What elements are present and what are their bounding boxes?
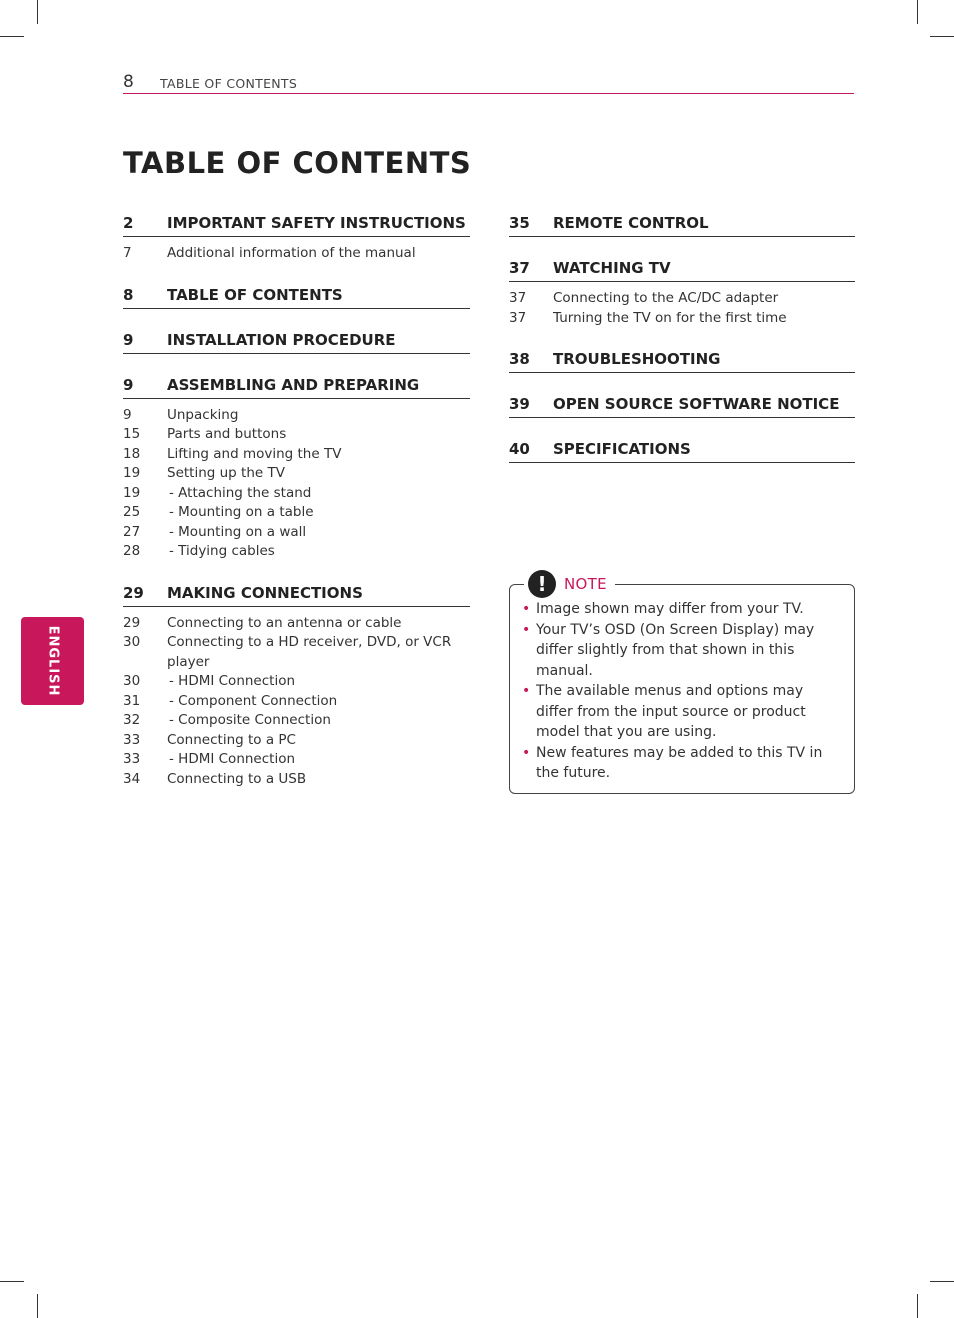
toc-entry — [123, 711, 470, 731]
entry-title: Additional information of the manual — [167, 245, 416, 261]
section-page-number: 9 — [123, 330, 134, 349]
entry-title: - Component Connection — [169, 692, 338, 709]
toc-section-heading — [509, 259, 855, 282]
crop-mark — [930, 36, 954, 37]
section-page-number: 38 — [509, 350, 530, 368]
toc-section-heading — [123, 286, 470, 309]
crop-mark — [0, 1281, 24, 1282]
toc-entry — [123, 484, 470, 504]
entry-page-number: 32 — [123, 712, 141, 728]
section-page-number: 8 — [123, 285, 134, 304]
toc-section — [123, 286, 470, 309]
toc-section — [509, 395, 855, 418]
toc-section-heading — [123, 214, 470, 237]
entry-page-number: 18 — [123, 445, 141, 462]
note-label: NOTE — [564, 575, 607, 593]
entry-page-number: 30 — [123, 673, 141, 689]
toc-left-column — [123, 214, 470, 811]
entry-page-number: 15 — [123, 426, 141, 442]
entry-title: - Mounting on a table — [169, 504, 314, 520]
page-title: TABLE OF CONTENTS — [123, 146, 472, 180]
note-header — [524, 570, 615, 598]
section-title: INSTALLATION PROCEDURE — [167, 330, 396, 349]
toc-section — [509, 350, 855, 373]
running-head-title: TABLE OF CONTENTS — [160, 76, 298, 91]
toc-entry — [509, 309, 855, 329]
toc-entry — [123, 542, 470, 562]
entry-page-number: 25 — [123, 504, 141, 520]
entry-page-number: 19 — [123, 465, 141, 481]
bullet-icon: • — [522, 744, 531, 761]
page-number: 8 — [123, 72, 134, 92]
toc-entry — [123, 633, 470, 672]
crop-mark — [37, 0, 38, 24]
entry-page-number: 33 — [123, 751, 141, 767]
crop-mark — [0, 36, 24, 37]
entry-page-number: 29 — [123, 614, 141, 631]
toc-entry — [123, 503, 470, 523]
toc-section-heading — [509, 350, 855, 373]
toc-section — [123, 214, 470, 264]
toc-entry — [509, 289, 855, 309]
entry-page-number: 31 — [123, 692, 141, 709]
toc-section-heading — [123, 584, 470, 607]
toc-entry — [123, 406, 470, 426]
entry-title: Turning the TV on for the first time — [553, 309, 787, 326]
section-title: SPECIFICATIONS — [553, 440, 691, 458]
entry-title: - Attaching the stand — [169, 484, 312, 501]
entry-title: Connecting to a PC — [167, 731, 296, 748]
toc-entry — [123, 425, 470, 445]
toc-entry-list — [123, 244, 470, 264]
toc-entry — [123, 770, 470, 790]
toc-entry — [123, 445, 470, 465]
entry-page-number: 37 — [509, 290, 527, 306]
entry-title: - Mounting on a wall — [169, 523, 307, 540]
entry-title: Connecting to an antenna or cable — [167, 614, 402, 631]
section-page-number: 39 — [509, 395, 530, 413]
section-title: REMOTE CONTROL — [553, 214, 709, 232]
entry-title: - Tidying cables — [169, 543, 275, 559]
entry-title: Connecting to a HD receiver, DVD, or VCR player — [167, 634, 452, 670]
toc-section-heading — [123, 331, 470, 354]
entry-page-number: 37 — [509, 309, 527, 326]
section-title: TROUBLESHOOTING — [553, 350, 721, 368]
section-title: TABLE OF CONTENTS — [167, 285, 343, 304]
note-list — [510, 585, 854, 784]
toc-right-column — [509, 214, 855, 485]
entry-page-number: 33 — [123, 731, 141, 748]
toc-section — [123, 376, 470, 562]
section-page-number: 2 — [123, 214, 134, 232]
toc-section-heading — [509, 214, 855, 237]
toc-entry — [123, 750, 470, 770]
entry-title: Parts and buttons — [167, 426, 287, 442]
exclamation-icon: ! — [528, 570, 556, 598]
entry-title: - HDMI Connection — [169, 751, 296, 767]
entry-page-number: 27 — [123, 523, 141, 540]
toc-entry-list — [509, 289, 855, 328]
crop-mark — [917, 0, 918, 24]
section-title: IMPORTANT SAFETY INSTRUCTIONS — [167, 214, 466, 232]
toc-entry — [123, 614, 470, 634]
toc-entry-list — [123, 614, 470, 790]
toc-section-heading — [509, 440, 855, 463]
toc-section — [123, 584, 470, 790]
section-page-number: 9 — [123, 375, 134, 394]
note-item: • New features may be added to this TV in the future. — [522, 743, 844, 784]
bullet-icon: • — [522, 683, 531, 699]
section-title: WATCHING TV — [553, 259, 671, 277]
section-page-number: 37 — [509, 259, 530, 277]
section-page-number: 29 — [123, 583, 144, 602]
section-page-number: 35 — [509, 214, 530, 232]
toc-section — [509, 214, 855, 237]
crop-mark — [930, 1281, 954, 1282]
crop-mark — [37, 1294, 38, 1318]
toc-entry — [123, 672, 470, 692]
toc-entry — [123, 244, 470, 264]
entry-title: Unpacking — [167, 406, 239, 423]
language-tab — [21, 617, 84, 705]
entry-title: Lifting and moving the TV — [167, 445, 342, 462]
toc-entry — [123, 731, 470, 751]
bullet-icon: • — [522, 621, 531, 638]
entry-page-number: 7 — [123, 245, 132, 261]
toc-section — [509, 259, 855, 328]
entry-title: Connecting to a USB — [167, 770, 307, 787]
section-title: MAKING CONNECTIONS — [167, 583, 363, 602]
toc-entry — [123, 464, 470, 484]
toc-entry-list — [123, 406, 470, 562]
entry-title: - HDMI Connection — [169, 673, 296, 689]
note-box — [509, 572, 855, 794]
entry-page-number: 28 — [123, 543, 141, 559]
entry-page-number: 30 — [123, 634, 141, 650]
language-tab-label: ENGLISH — [45, 625, 60, 697]
entry-page-number: 34 — [123, 770, 141, 787]
entry-title: Connecting to the AC/DC adapter — [553, 290, 779, 306]
toc-entry — [123, 692, 470, 712]
toc-entry — [123, 523, 470, 543]
section-page-number: 40 — [509, 440, 530, 458]
section-title: ASSEMBLING AND PREPARING — [167, 375, 420, 394]
entry-page-number: 9 — [123, 406, 132, 423]
toc-section-heading — [509, 395, 855, 418]
running-head — [123, 72, 854, 94]
entry-title: - Composite Connection — [169, 712, 331, 728]
section-title: OPEN SOURCE SOFTWARE NOTICE — [553, 395, 840, 413]
entry-title: Setting up the TV — [167, 465, 285, 481]
note-item: • Your TV’s OSD (On Screen Display) may differ slightly from that shown in this manual. — [522, 620, 844, 682]
toc-section — [509, 440, 855, 463]
crop-mark — [917, 1294, 918, 1318]
toc-section-heading — [123, 376, 470, 399]
note-item: • The available menus and options may differ from the input source or product model that you are using. — [522, 681, 844, 743]
note-item: • Image shown may differ from your TV. — [522, 599, 844, 620]
bullet-icon: • — [522, 601, 531, 617]
toc-section — [123, 331, 470, 354]
entry-page-number: 19 — [123, 484, 141, 501]
